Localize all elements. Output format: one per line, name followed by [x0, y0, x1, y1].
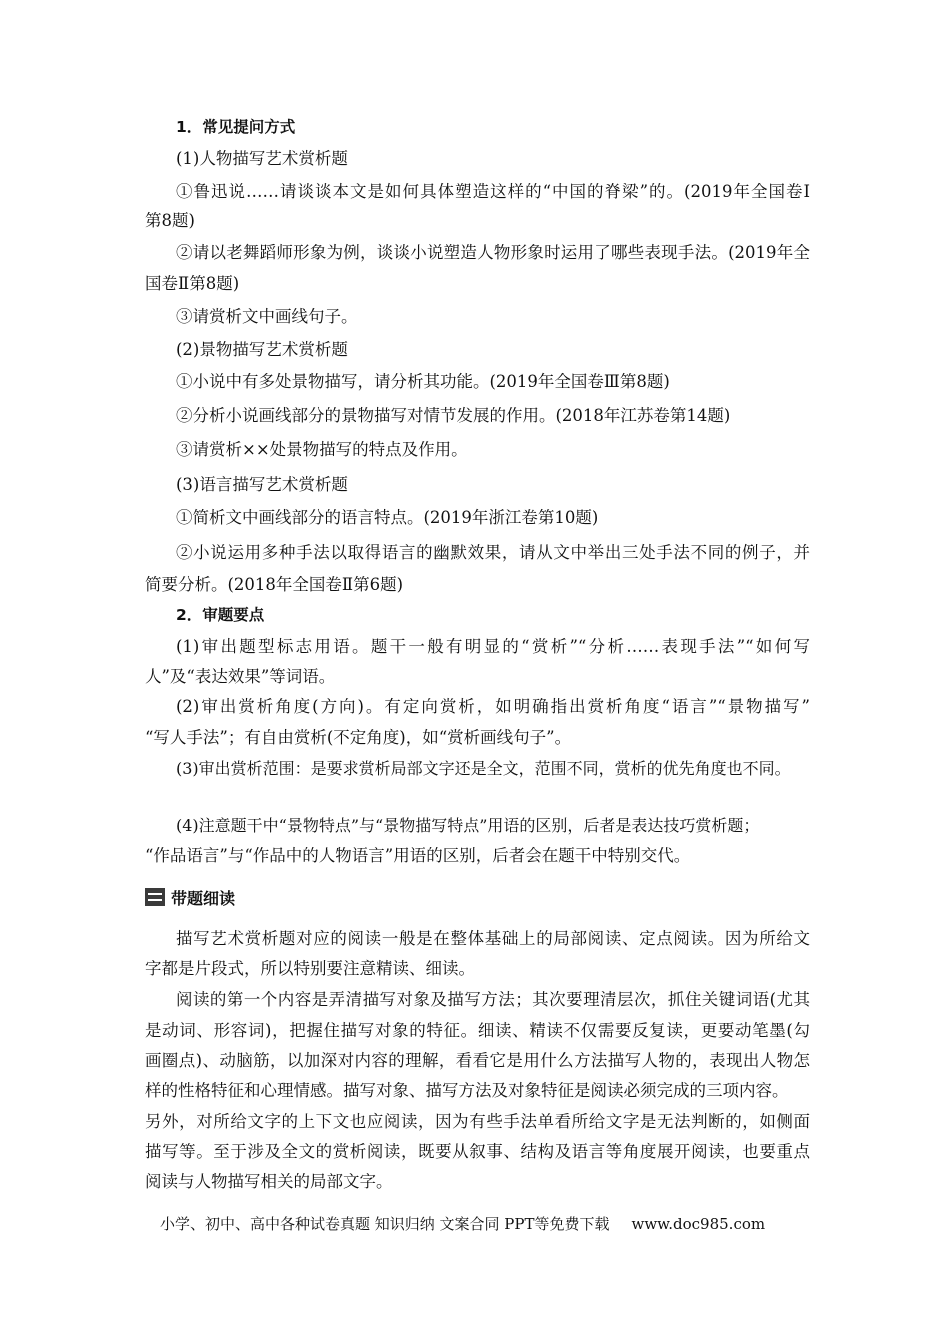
paragraph-line: ②分析小说画线部分的景物描写对情节发展的作用。(2018年江苏卷第14题) — [176, 406, 731, 425]
paragraph-line: ③请赏析××处景物描写的特点及作用。 — [176, 440, 468, 459]
paragraph-line: 阅读的第一个内容是弄清描写对象及描写方法；其次要理清层次，抓住关键词语(尤其 — [176, 990, 810, 1009]
section-header — [145, 885, 235, 909]
section-two-icon — [145, 888, 165, 906]
paragraph-line: ②请以老舞蹈师形象为例，谈谈小说塑造人物形象时运用了哪些表现手法。(2019年全 — [176, 243, 810, 262]
paragraph-line: (3)审出赏析范围：是要求赏析局部文字还是全文，范围不同，赏析的优先角度也不同。 — [176, 759, 791, 778]
paragraph-line: “写人手法”；有自由赏析(不定角度)，如“赏析画线句子”。 — [145, 728, 572, 747]
subheading-language: (3)语言描写艺术赏析题 — [176, 475, 348, 494]
heading-question-types: 1．常见提问方式 — [176, 118, 296, 136]
subheading-scenery: (2)景物描写艺术赏析题 — [176, 340, 348, 359]
footer-text: 小学、初中、高中各种试卷真题 知识归纳 文案合同 PPT等免费下载 — [160, 1215, 610, 1233]
heading-key-points: 2．审题要点 — [176, 606, 265, 624]
paragraph-line: 另外，对所给文字的上下文也应阅读，因为有些手法单看所给文字是无法判断的，如侧面 — [145, 1112, 810, 1131]
footer-url: www.doc985.com — [631, 1215, 766, 1233]
paragraph-line: 简要分析。(2018年全国卷Ⅱ第6题) — [145, 575, 404, 594]
paragraph-line: 第8题) — [145, 211, 195, 230]
paragraph-line: 阅读与人物描写相关的局部文字。 — [145, 1172, 393, 1191]
footer — [160, 1213, 765, 1234]
paragraph-line: 是动词、形容词)，把握住描写对象的特征。细读、精读不仅需要反复读，更要动笔墨(勾 — [145, 1021, 810, 1040]
subheading-character: (1)人物描写艺术赏析题 — [176, 149, 348, 168]
paragraph-line: ②小说运用多种手法以取得语言的幽默效果，请从文中举出三处手法不同的例子，并 — [176, 543, 810, 562]
paragraph-line: ①鲁迅说……请谈谈本文是如何具体塑造这样的“中国的脊梁”的。(2019年全国卷Ⅰ — [176, 182, 810, 201]
paragraph-line: 人”及“表达效果”等词语。 — [145, 667, 336, 686]
paragraph-line: (4)注意题干中“景物特点”与“景物描写特点”用语的区别，后者是表达技巧赏析题； — [176, 816, 760, 835]
paragraph-line: ①小说中有多处景物描写，请分析其功能。(2019年全国卷Ⅲ第8题) — [176, 372, 670, 391]
paragraph-line: 画圈点)、动脑筋，以加深对内容的理解，看看它是用什么方法描写人物的，表现出人物怎 — [145, 1051, 810, 1070]
paragraph-line: 字都是片段式，所以特别要注意精读、细读。 — [145, 959, 475, 978]
paragraph-line: 国卷Ⅱ第8题) — [145, 274, 240, 293]
paragraph-line: 描写艺术赏析题对应的阅读一般是在整体基础上的局部阅读、定点阅读。因为所给文 — [176, 929, 810, 948]
paragraph-line: ③请赏析文中画线句子。 — [176, 307, 358, 326]
section-title: 带题细读 — [171, 888, 236, 908]
paragraph-line: ①简析文中画线部分的语言特点。(2019年浙江卷第10题) — [176, 508, 599, 527]
paragraph-line: (1)审出题型标志用语。题干一般有明显的“赏析”“分析……表现手法”“如何写 — [176, 637, 810, 656]
paragraph-line: 描写等。至于涉及全文的赏析阅读，既要从叙事、结构及语言等角度展开阅读，也要重点 — [145, 1142, 810, 1161]
paragraph-line: “作品语言”与“作品中的人物语言”用语的区别，后者会在题干中特别交代。 — [145, 846, 691, 865]
paragraph-line: 样的性格特征和心理情感。描写对象、描写方法及对象特征是阅读必须完成的三项内容。 — [145, 1081, 789, 1100]
paragraph-line: (2)审出赏析角度(方向)。有定向赏析，如明确指出赏析角度“语言”“景物描写” — [176, 697, 810, 716]
